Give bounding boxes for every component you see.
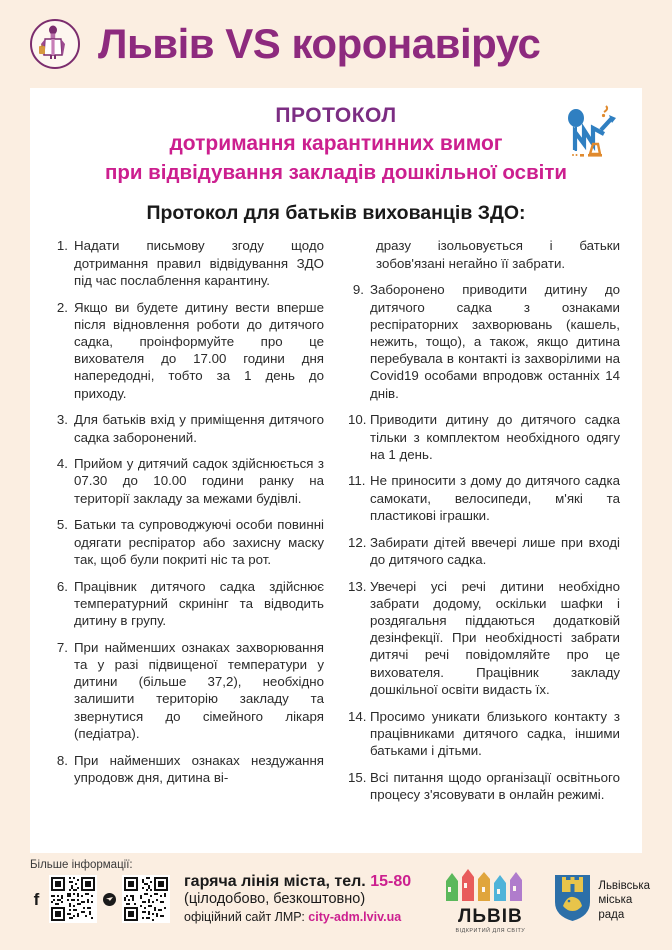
list-item-number: 3. xyxy=(56,412,68,428)
council-line-3: рада xyxy=(598,908,625,921)
list-item-number: 13. xyxy=(348,578,367,594)
list-item-number: 5. xyxy=(56,517,68,533)
child-figure-icon xyxy=(560,104,624,168)
list-item xyxy=(52,411,324,445)
list-item-number: 14. xyxy=(348,708,367,724)
list-item-number: 2. xyxy=(56,299,68,315)
city-council-logo xyxy=(554,874,650,927)
list-item-text: Якщо ви будете дитину вести вперше після відновлення роботи до дитячого садка, проінформуйте про це вихователя до 17.00 години дня напередодні, тобто за 1 день до приходу. xyxy=(74,299,324,401)
rules-columns xyxy=(52,237,620,812)
page-subtitle: Протокол для батьків вихованців ЗДО: xyxy=(146,202,526,225)
more-info-block xyxy=(30,859,170,923)
list-item-text: Батьки та супроводжуючі особи повинні одягати респіратор або захисну маску так, щоб були покриті ніс та рот. xyxy=(74,517,324,567)
hotline-line xyxy=(184,873,411,891)
lviv-emblem-icon xyxy=(30,19,80,69)
lviv-logo-word: ЛЬВІВ xyxy=(458,906,523,927)
list-item-number: 7. xyxy=(56,639,68,655)
qr-group xyxy=(30,875,170,923)
list-item xyxy=(52,516,324,568)
list-item-text: Приводити дитину до дитячого садка тільки з комплектом необхідного одягу на 1 день. xyxy=(370,412,620,462)
list-item-number: 11. xyxy=(348,473,366,489)
list-item-number: 10. xyxy=(348,412,367,428)
council-line-1: Львівська xyxy=(598,879,650,892)
list-item xyxy=(52,752,324,786)
list-item-number: 1. xyxy=(56,238,68,254)
rules-column-left xyxy=(52,237,324,795)
list-item-number: 6. xyxy=(56,578,68,594)
title-block xyxy=(52,102,620,186)
contact-block xyxy=(184,859,411,925)
poster-footer xyxy=(0,853,672,934)
list-item xyxy=(348,534,620,568)
list-item-number: 12. xyxy=(348,534,367,550)
list-item xyxy=(348,411,620,463)
hotline-availability: (цілодобово, безкоштовно) xyxy=(184,891,366,908)
list-item-text: При найменших ознаках захворювання та у разі підвищеної температури у дитини (більше 37,2), необхідно залишити територію закладу та звернутися до сімейного лікаря (педіатра). xyxy=(74,639,324,741)
list-item-number: 8. xyxy=(56,752,68,768)
protocol-title-line1: ПРОТОКОЛ xyxy=(275,104,397,127)
lviv-city-logo xyxy=(442,867,538,934)
site-line xyxy=(184,910,411,926)
list-item xyxy=(52,237,324,289)
list-item xyxy=(52,299,324,402)
lviv-logo-tagline: ВІДКРИТИЙ ДЛЯ СВІТУ xyxy=(455,928,526,934)
hotline-number: 15-80 xyxy=(370,873,412,890)
list-item-number: 4. xyxy=(56,456,68,472)
list-item-text: При найменших ознаках нездужання упродовж дня, дитина ві- xyxy=(74,752,324,785)
list-item-text: Увечері усі речі дитини необхідно забрати додому, оскільки шафки і роздягальня піддаються додатковій дезінфекції. При необхідності забрати дитячі речі повідомляйте про це вихователя. Працівник закладу дошкільної освіти видасть їх. xyxy=(370,578,620,697)
list-item-text: Заборонено приводити дитину до дитячого садка з ознаками респіраторних захворювань (кашель, нежить, тощо), а також, якщо дитина перебувала в контакті із захворілими на Covid19 особами впродовж останніх 14 днів. xyxy=(370,282,620,401)
list-item xyxy=(52,455,324,507)
list-item xyxy=(52,639,324,742)
city-council-text xyxy=(598,879,650,922)
poster-header xyxy=(0,0,672,88)
hotline-label: гаряча лінія міста, тел. xyxy=(184,873,366,890)
rules-list-right xyxy=(348,281,620,803)
list-item-number: 9. xyxy=(352,282,364,298)
protocol-title-line3: при відвідування закладів дошкільної освіти xyxy=(104,160,568,184)
facebook-icon[interactable]: f xyxy=(33,889,40,909)
telegram-icon[interactable] xyxy=(103,893,116,906)
brand-title: Львів VS коронавірус xyxy=(98,20,541,67)
rules-list-left xyxy=(52,237,324,786)
qr-code-telegram[interactable] xyxy=(122,875,170,923)
list-item-text: Для батьків вхід у приміщення дитячого садка заборонений. xyxy=(74,412,324,445)
protocol-title-line2: дотримання карантинних вимог xyxy=(169,132,503,156)
site-url-link[interactable]: city-adm.lviv.ua xyxy=(308,909,402,924)
list-item-text: Всі питання щодо організації освітнього процесу з'ясовувати в онлайн режимі. xyxy=(370,769,620,802)
list-item xyxy=(52,578,324,630)
list-item xyxy=(348,472,620,524)
list-item xyxy=(348,281,620,402)
more-info-label: Більше інформації: xyxy=(30,859,133,871)
list-item-text: Просимо уникати близького контакту з працівниками дитячого садка, іншими батьками і дітьми. xyxy=(370,708,620,759)
continuation-paragraph: дразу ізольовується і батьки зобов'язані негайно її забрати. xyxy=(376,238,620,271)
list-item-text: Забирати дітей ввечері лише при вході до дитячого садка. xyxy=(370,534,620,567)
lviv-coat-of-arms-icon xyxy=(554,874,591,927)
list-item xyxy=(348,708,620,760)
list-item xyxy=(348,769,620,803)
list-item-text: Працівник дитячого садка здійснює температурний скринінг та відводить дитину в групу. xyxy=(74,578,324,629)
list-item-text: Надати письмову згоду щодо дотримання правил відвідування ЗДО під час послаблення карантину. xyxy=(74,238,324,288)
content-card xyxy=(30,88,642,853)
list-item-number: 15. xyxy=(348,769,367,785)
council-line-2: міська xyxy=(598,894,633,907)
site-label: офіційний сайт ЛМР: xyxy=(184,909,305,924)
qr-code-facebook[interactable] xyxy=(49,875,97,923)
footer-logos xyxy=(442,859,650,934)
rules-column-right xyxy=(348,237,620,812)
list-item-text: Прийом у дитячий садок здійснюється з 07.30 до 10.00 години ранку на території закладу за межами будівлі. xyxy=(74,456,324,506)
list-item xyxy=(348,578,620,699)
list-item-text: Не приносити з дому до дитячого садка самокати, велосипеди, м'які та пластикові іграшки. xyxy=(370,473,620,523)
